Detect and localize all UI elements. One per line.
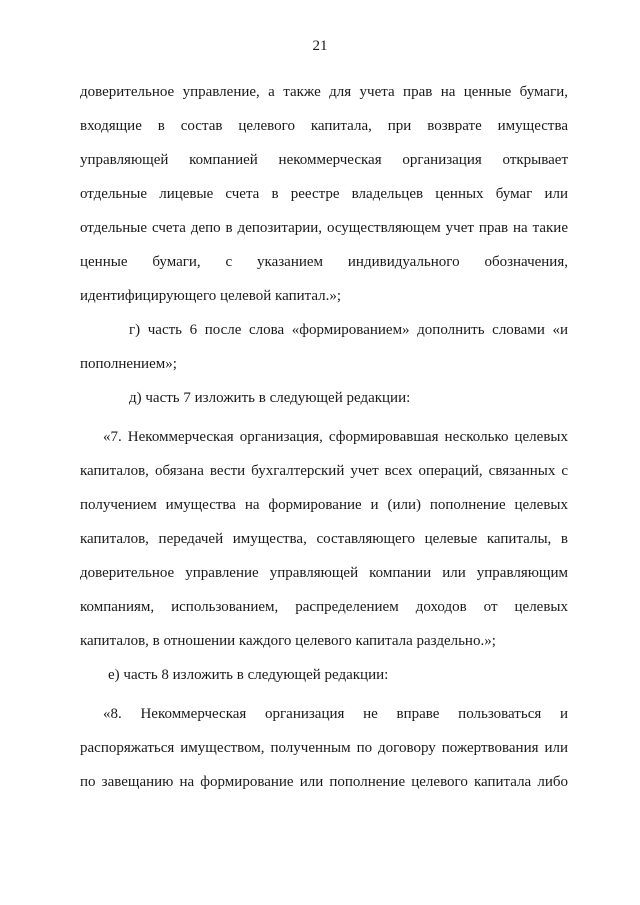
text-line: «8. Некоммерческая организация не вправе пользоваться и — [103, 706, 568, 722]
text-line: капиталов, передачей имущества, составляющего целевые капиталы, в — [80, 531, 568, 547]
text-line: идентифицирующего целевой капитал.»; — [80, 288, 342, 304]
page-number: 21 — [312, 38, 328, 54]
text-line: капиталов, обязана вести бухгалтерский учет всех операций, связанных с — [80, 463, 568, 479]
text-line: отдельные лицевые счета в реестре владельцев ценных бумаг или — [80, 186, 568, 202]
text-line: ценные бумаги, с указанием индивидуального обозначения, — [80, 254, 568, 270]
text-line: распоряжаться имуществом, полученным по договору пожертвования или — [80, 740, 568, 756]
text-line: г) часть 6 после слова «формированием» дополнить словами «и — [129, 322, 568, 338]
text-line: доверительное управление управляющей компании или управляющим — [80, 565, 568, 581]
text-line: отдельные счета депо в депозитарии, осуществляющем учет прав на такие — [80, 220, 568, 236]
text-line: управляющей компанией некоммерческая организация открывает — [80, 152, 568, 168]
text-line: капиталов, в отношении каждого целевого капитала раздельно.»; — [80, 633, 496, 649]
text-line: входящие в состав целевого капитала, при возврате имущества — [80, 118, 568, 134]
text-line: пополнением»; — [80, 356, 177, 372]
text-line: по завещанию на формирование или пополнение целевого капитала либо — [80, 774, 568, 790]
text-line: доверительное управление, а также для учета прав на ценные бумаги, — [80, 84, 568, 100]
text-line: «7. Некоммерческая организация, сформировавшая несколько целевых — [103, 429, 568, 445]
text-line: получением имущества на формирование и (или) пополнение целевых — [80, 497, 568, 513]
text-line: д) часть 7 изложить в следующей редакции: — [129, 390, 411, 406]
text-line: компаниям, использованием, распределением доходов от целевых — [80, 599, 568, 615]
text-line: е) часть 8 изложить в следующей редакции: — [108, 667, 389, 683]
